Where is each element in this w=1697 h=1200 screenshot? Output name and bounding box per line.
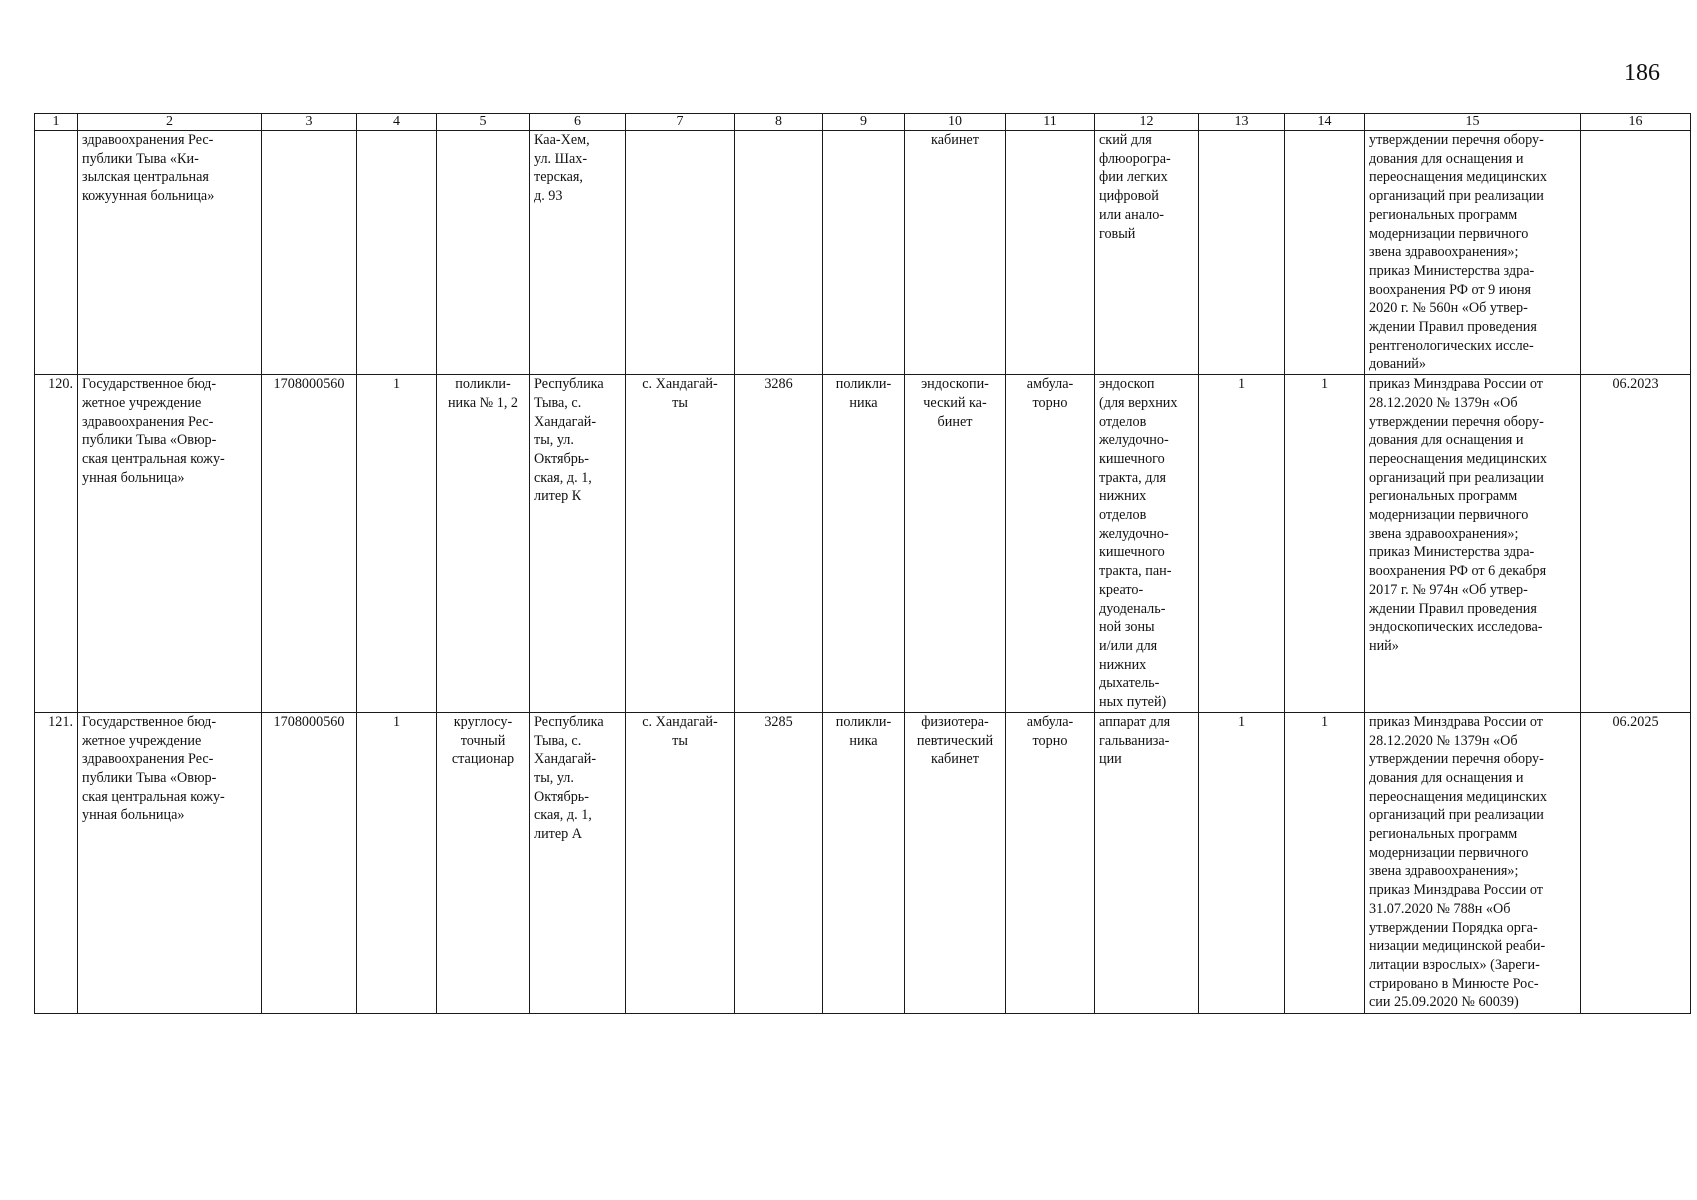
header-cell: 10 bbox=[905, 114, 1006, 131]
col9-cell: поликли- ника bbox=[823, 375, 905, 713]
equipment-cell: ский для флюорогра- фии легких цифровой или анало- говый bbox=[1095, 131, 1199, 375]
header-cell: 14 bbox=[1285, 114, 1365, 131]
cabinet-cell: кабинет bbox=[905, 131, 1006, 375]
inn-cell bbox=[262, 131, 357, 375]
col4-cell bbox=[357, 131, 437, 375]
col13-cell: 1 bbox=[1199, 712, 1285, 1013]
header-cell: 15 bbox=[1365, 114, 1581, 131]
col9-cell bbox=[823, 131, 905, 375]
inn-cell: 1708000560 bbox=[262, 375, 357, 713]
col14-cell: 1 bbox=[1285, 375, 1365, 713]
page-number: 186 bbox=[1624, 60, 1660, 86]
col14-cell: 1 bbox=[1285, 712, 1365, 1013]
col11-cell: амбула- торно bbox=[1006, 712, 1095, 1013]
header-row bbox=[35, 114, 1691, 131]
table-row bbox=[35, 712, 1691, 1013]
header-cell: 3 bbox=[262, 114, 357, 131]
address-cell: Каа-Хем, ул. Шах- терская, д. 93 bbox=[530, 131, 626, 375]
date-cell bbox=[1581, 131, 1691, 375]
row-number: 121. bbox=[35, 712, 78, 1013]
date-cell: 06.2023 bbox=[1581, 375, 1691, 713]
col11-cell: амбула- торно bbox=[1006, 375, 1095, 713]
regulation-cell: утверждении перечня обору- дования для оснащения и переоснащения медицинских организаций при реализации региональных программ модернизации первичного звена здравоохранения»; приказ Министерства здра- воохранения РФ от 9 июня 2020 г. № 560н «Об утвер- ждении Правил проведения рентгенологических иссле- дований» bbox=[1365, 131, 1581, 375]
equipment-cell: эндоскоп (для верхних отделов желудочно- кишечного тракта, для нижних отделов желудочно- кишечного тракта, пан- креато- дуоденаль- ной зоны и/или для нижних дыхатель- ных путей) bbox=[1095, 375, 1199, 713]
header-cell: 6 bbox=[530, 114, 626, 131]
locality-cell bbox=[626, 131, 735, 375]
header-cell: 9 bbox=[823, 114, 905, 131]
equipment-cell: аппарат для гальваниза- ции bbox=[1095, 712, 1199, 1013]
col4-cell: 1 bbox=[357, 375, 437, 713]
col13-cell bbox=[1199, 131, 1285, 375]
col13-cell: 1 bbox=[1199, 375, 1285, 713]
equipment-table bbox=[34, 113, 1691, 1014]
header-cell: 4 bbox=[357, 114, 437, 131]
organization-name: Государственное бюд- жетное учреждение здравоохранения Рес- публики Тыва «Овюр- ская центральная кожу- унная больница» bbox=[78, 712, 262, 1013]
header-cell: 1 bbox=[35, 114, 78, 131]
header-cell: 7 bbox=[626, 114, 735, 131]
address-cell: Республика Тыва, с. Хандагай- ты, ул. Октябрь- ская, д. 1, литер А bbox=[530, 712, 626, 1013]
cabinet-cell: эндоскопи- ческий ка- бинет bbox=[905, 375, 1006, 713]
regulation-cell: приказ Минздрава России от 28.12.2020 № 1379н «Об утверждении перечня обору- дования для оснащения и переоснащения медицинских организаций при реализации региональных программ модернизации первичного звена здравоохранения»; приказ Министерства здра- воохранения РФ от 6 декабря 2017 г. № 974н «Об утвер- ждении Правил проведения эндоскопических исследова- ний» bbox=[1365, 375, 1581, 713]
inn-cell: 1708000560 bbox=[262, 712, 357, 1013]
row-number bbox=[35, 131, 78, 375]
col8-cell: 3285 bbox=[735, 712, 823, 1013]
address-cell: Республика Тыва, с. Хандагай- ты, ул. Октябрь- ская, д. 1, литер К bbox=[530, 375, 626, 713]
col8-cell bbox=[735, 131, 823, 375]
col14-cell bbox=[1285, 131, 1365, 375]
header-cell: 5 bbox=[437, 114, 530, 131]
organization-name: здравоохранения Рес- публики Тыва «Ки- зылская центральная кожуунная больница» bbox=[78, 131, 262, 375]
date-cell: 06.2025 bbox=[1581, 712, 1691, 1013]
cabinet-cell: физиотера- певтический кабинет bbox=[905, 712, 1006, 1013]
header-cell: 16 bbox=[1581, 114, 1691, 131]
col11-cell bbox=[1006, 131, 1095, 375]
col5-cell: поликли- ника № 1, 2 bbox=[437, 375, 530, 713]
header-cell: 12 bbox=[1095, 114, 1199, 131]
table-row bbox=[35, 375, 1691, 713]
regulation-cell: приказ Минздрава России от 28.12.2020 № 1379н «Об утверждении перечня обору- дования для оснащения и переоснащения медицинских организаций при реализации региональных программ модернизации первичного звена здравоохранения»; приказ Минздрава России от 31.07.2020 № 788н «Об утверждении Порядка орга- низации медицинской реаби- литации взрослых» (Зареги- стрировано в Минюсте Рос- сии 25.09.2020 № 60039) bbox=[1365, 712, 1581, 1013]
col9-cell: поликли- ника bbox=[823, 712, 905, 1013]
header-cell: 8 bbox=[735, 114, 823, 131]
header-cell: 13 bbox=[1199, 114, 1285, 131]
locality-cell: с. Хандагай- ты bbox=[626, 375, 735, 713]
col8-cell: 3286 bbox=[735, 375, 823, 713]
header-cell: 11 bbox=[1006, 114, 1095, 131]
col5-cell bbox=[437, 131, 530, 375]
col4-cell: 1 bbox=[357, 712, 437, 1013]
table-row bbox=[35, 131, 1691, 375]
organization-name: Государственное бюд- жетное учреждение здравоохранения Рес- публики Тыва «Овюр- ская центральная кожу- унная больница» bbox=[78, 375, 262, 713]
col5-cell: круглосу- точный стационар bbox=[437, 712, 530, 1013]
header-cell: 2 bbox=[78, 114, 262, 131]
row-number: 120. bbox=[35, 375, 78, 713]
locality-cell: с. Хандагай- ты bbox=[626, 712, 735, 1013]
